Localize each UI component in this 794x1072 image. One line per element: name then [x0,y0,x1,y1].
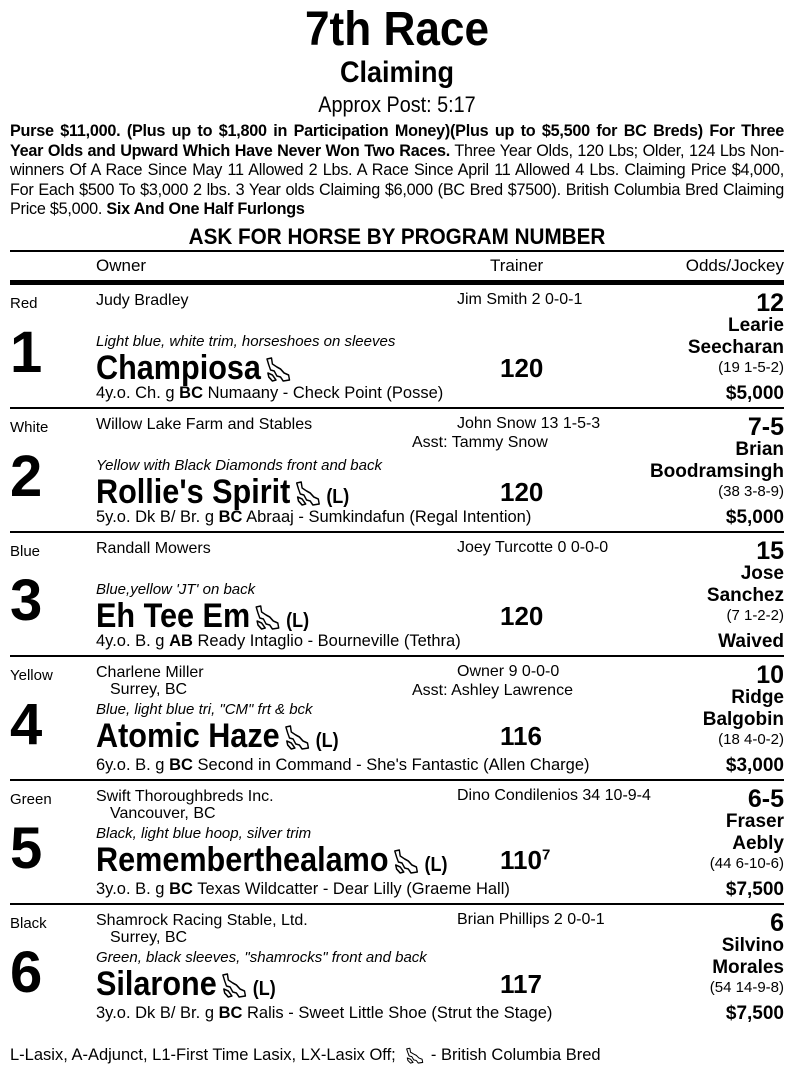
age-sex: 4y.o. B. g [96,631,170,650]
trainer: Owner 9 0-0-0 [457,662,560,680]
silks-description: Green, black sleeves, "shamrocks" front and back [96,948,427,966]
jockey-record: (44 6-10-6) [709,854,784,872]
trainer: Dino Condilenios 34 10-9-4 [457,786,651,804]
saddle-cloth-color: Red [10,294,38,312]
owner-city: Vancouver, BC [110,804,216,822]
horse-name: Rollie's Spirit [96,472,291,511]
race-type: Claiming [339,56,455,89]
owner-name: Charlene Miller [96,663,204,681]
horse-name-line [96,349,293,387]
horse-entry [10,905,784,1029]
trainer: John Snow 13 1-5-3 [457,414,601,432]
medication: (L) [326,485,350,508]
horse-entry [10,781,784,905]
entries-list [0,285,794,1029]
assistant-trainer: Asst: Tammy Snow [412,433,548,451]
breeding-line [96,384,443,403]
odds-jockey-column-label: Odds/Jockey [685,255,784,275]
pedigree: Ralis - Sweet Little Shoe (Strut the Stage) [242,1003,553,1022]
pedigree: Ready Intaglio - Bourneville (Tethra) [192,631,461,650]
conditions-intro: Purse $11,000. (Plus up to $1,800 in Participation Money)(Plus up to $5,500 for BC Breds) For Three Year Olds and Upward Which Have Never Won Two Races. [10,122,784,160]
horse-name: Silarone [96,964,217,1003]
bc-map-icon [283,724,312,752]
horse-entry [10,285,784,409]
saddle-cloth-color: Blue [10,542,41,560]
breeding-line [96,1004,552,1023]
jockey-record: (7 1-2-2) [726,606,784,624]
silks-description: Blue, light blue tri, "CM" frt & bck [96,700,313,718]
saddle-cloth-color: Green [10,790,52,808]
program-number: 5 [10,815,43,881]
owner-column-label: Owner [96,255,147,275]
breeding-line [96,756,590,775]
column-header [10,252,784,280]
silks-description: Blue,yellow 'JT' on back [96,580,256,598]
weight-value: 120 [500,352,544,383]
bc-map-icon [220,972,249,1000]
age-sex: 6y.o. B. g [96,755,170,774]
pedigree: Abraaj - Sumkindafun (Regal Intention) [242,507,532,526]
bc-legend-text: - British Columbia Bred [426,1046,601,1064]
bc-map-icon [392,848,421,876]
weight [500,721,542,752]
claiming-price: $5,000 [725,506,784,528]
age-sex: 5y.o. Dk B/ Br. g [96,507,219,526]
age-sex: 4y.o. Ch. g [96,383,180,402]
assistant-trainer: Asst: Ashley Lawrence [412,681,573,699]
horse-name-line [96,717,339,760]
horse-name: Eh Tee Em [96,596,251,635]
jockey-record: (18 4-0-2) [718,730,784,748]
morning-line-odds: 6 [770,908,784,937]
trainer: Brian Phillips 2 0-0-1 [457,910,605,928]
breeding-line [96,632,461,651]
weight-value: 117 [500,968,542,999]
horse-name: Rememberthealamo [96,840,389,879]
footer-legend [10,1046,601,1065]
owner-name: Randall Mowers [96,539,211,557]
jockey-record: (19 1-5-2) [718,358,784,376]
jockey-last-name: Seecharan [687,336,784,358]
jockey-first-name: Ridge [731,686,784,708]
jockey-first-name: Jose [740,562,784,584]
apprentice-allowance: 7 [541,846,551,864]
claiming-price: $7,500 [725,878,784,900]
jockey-first-name: Learie [728,314,784,336]
age-sex: 3y.o. Dk B/ Br. g [96,1003,219,1022]
medication: (L) [286,609,310,632]
owner-city: Surrey, BC [110,928,188,946]
weight [500,477,543,508]
weight-value: 110 [500,844,542,875]
horse-name: Champiosa [96,348,261,387]
bc-map-icon [404,1047,426,1065]
trainer-column-label: Trainer [490,255,544,275]
conditions-distance: Six And One Half Furlongs [102,200,305,219]
morning-line-odds: 7-5 [747,412,784,441]
owner-name: Judy Bradley [96,291,189,309]
jockey-record: (38 3-8-9) [718,482,784,500]
saddle-cloth-color: Black [10,914,47,932]
pedigree: Texas Wildcatter - Dear Lilly (Graeme Hall) [192,879,510,898]
breed-origin: BC [179,383,203,402]
horse-entry [10,657,784,781]
race-header [0,0,794,120]
silks-description: Black, light blue hoop, silver trim [96,824,312,842]
age-sex: 3y.o. B. g [96,879,170,898]
horse-name-line [96,841,448,884]
jockey-record: (54 14-9-8) [709,978,784,996]
horse-entry [10,409,784,533]
saddle-cloth-color: Yellow [10,666,53,684]
breed-origin: BC [218,507,243,526]
breed-origin: AB [169,631,193,650]
post-time: Approx Post: 5:17 [318,92,476,117]
silks-description: Light blue, white trim, horseshoes on sleeves [96,332,396,350]
owner-city: Surrey, BC [110,680,188,698]
ask-banner: ASK FOR HORSE BY PROGRAM NUMBER [188,223,606,249]
program-number: 4 [10,691,43,757]
weight-value: 120 [500,476,544,507]
breeding-line [96,508,531,527]
trainer: Joey Turcotte 0 0-0-0 [457,538,609,556]
horse-name: Atomic Haze [96,716,280,755]
bc-map-icon [265,356,294,384]
jockey-first-name: Silvino [721,934,784,956]
race-conditions [0,120,794,220]
claiming-price: $3,000 [725,754,784,776]
bc-map-icon [294,480,323,508]
owner-name: Willow Lake Farm and Stables [96,415,313,433]
silks-description: Yellow with Black Diamonds front and back [96,456,382,474]
program-number: 3 [10,567,43,633]
pedigree: Numaany - Check Point (Posse) [203,383,444,402]
weight-value: 116 [500,720,542,751]
medication: (L) [315,729,339,752]
weight [500,845,550,876]
horse-entry [10,533,784,657]
jockey-last-name: Sanchez [706,584,784,606]
morning-line-odds: 12 [756,288,784,317]
horse-name-line [96,965,276,1008]
medication: (L) [424,853,448,876]
jockey-last-name: Morales [712,956,784,978]
claiming-price: $5,000 [725,382,784,404]
claiming-price: $7,500 [725,1002,784,1024]
breed-origin: BC [169,879,193,898]
weight [500,601,543,632]
bc-map-icon [254,604,283,632]
trainer: Jim Smith 2 0-0-1 [457,290,583,308]
morning-line-odds: 6-5 [747,784,784,813]
jockey-first-name: Brian [735,438,784,460]
breeding-line [96,880,510,899]
pedigree: Second in Command - She's Fantastic (Allen Charge) [192,755,590,774]
morning-line-odds: 15 [756,536,784,565]
program-number: 1 [10,319,43,385]
medication: (L) [252,977,276,1000]
breed-origin: BC [218,1003,243,1022]
saddle-cloth-color: White [10,418,49,436]
morning-line-odds: 10 [756,660,784,689]
breed-origin: BC [169,755,193,774]
jockey-last-name: Aebly [732,832,784,854]
program-number: 6 [10,939,43,1005]
jockey-last-name: Balgobin [702,708,784,730]
conditions-body: Three Year Olds, 120 Lbs; Older, 124 Lbs Non-winners Of A Race Since May 11 Allowed 2 Lbs. A Race Since April 11 Allowed 4 Lbs. Claiming Price $4,000, For Each $500 To $3,000 2 lbs. 3 Year olds Claiming $6,000 (BC Bred $7500). British Columbia Bred Claiming Price $5,000. [10,141,784,219]
weight [500,969,542,1000]
legend-text: L-Lasix, A-Adjunct, L1-First Time Lasix, LX-Lasix Off; [10,1046,401,1064]
claiming-price: Waived [718,630,784,652]
program-number: 2 [10,443,43,509]
weight-value: 120 [500,600,544,631]
race-title: 7th Race [304,3,490,56]
weight [500,353,543,384]
jockey-last-name: Boodramsingh [649,460,784,482]
owner-name: Shamrock Racing Stable, Ltd. [96,911,308,929]
owner-name: Swift Thoroughbreds Inc. [96,787,274,805]
jockey-first-name: Fraser [725,810,784,832]
